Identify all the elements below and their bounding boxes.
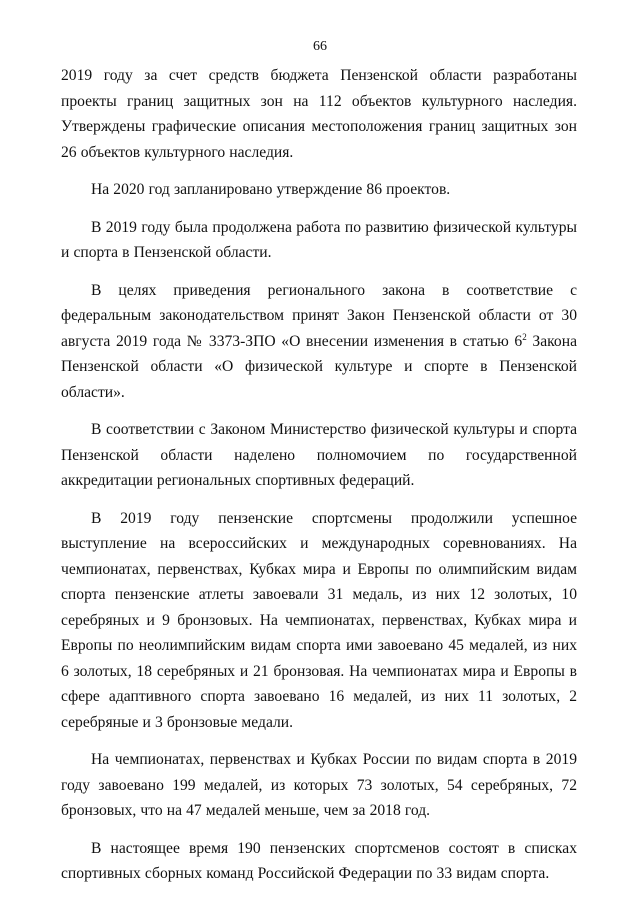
document-body — [61, 63, 577, 899]
paragraph-regional-law — [61, 278, 577, 406]
page-number: 66 — [313, 39, 327, 54]
law-text-before-superscript: В целях приведения регионального закона в соответствие с федеральным законодательством принят Закон Пензенской области от 30 августа 2019 года № 3373-ЗПО «О внесении изменения в статью 6 — [61, 281, 577, 350]
paragraph-2020-plan: На 2020 год запланировано утверждение 86 проектов. — [91, 181, 451, 198]
paragraph-international-medals: В 2019 году пензенские спортсмены продолжили успешное выступление на всероссийских и международных соревнованиях. На чемпионатах, первенствах, Кубках мира и Европы по олимпийским видам спорта пензенские атлеты завоевали 31 медаль, из них 12 золотых, 10 серебряных и 9 бронзовых. На чемпионатах, первенствах, Кубках мира и Европы по неолимпийским видам спорта ими завоевано 45 медалей, из них 6 золотых, 18 серебряных и 21 бронзовая. На чемпионатах мира и Европы в сфере адаптивного спорта завоевано 16 медалей, из них 11 золотых, 2 серебряные и 3 бронзовые медали. — [61, 509, 577, 731]
paragraph-sport-development: В 2019 году была продолжена работа по развитию физической культуры и спорта в Пензенской области. — [61, 218, 577, 261]
article-superscript: 2 — [522, 331, 527, 342]
paragraph-accreditation: В соответствии с Законом Министерство физической культуры и спорта Пензенской области наделено полномочием по государственной аккредитации региональных спортивных федераций. — [61, 421, 577, 489]
paragraph-russian-medals: На чемпионатах, первенствах и Кубках России по видам спорта в 2019 году завоевано 199 медалей, из которых 73 золотых, 54 серебряных, 72 бронзовых, что на 47 медалей меньше, чем за 2018 год. — [61, 751, 577, 819]
paragraph-protected-zones: 2019 году за счет средств бюджета Пензенской области разработаны проекты границ защитных зон на 112 объектов культурного наследия. Утверждены графические описания местоположения границ защитных зон 26 объектов культурного наследия. — [61, 67, 577, 161]
law-text-after-superscript: Закона Пензенской области «О физической культуре и спорте в Пензенской области». — [61, 332, 577, 401]
paragraph-national-teams: В настоящее время 190 пензенских спортсменов состоят в списках спортивных сборных команд Российской Федерации по 33 видам спорта. — [61, 839, 577, 882]
